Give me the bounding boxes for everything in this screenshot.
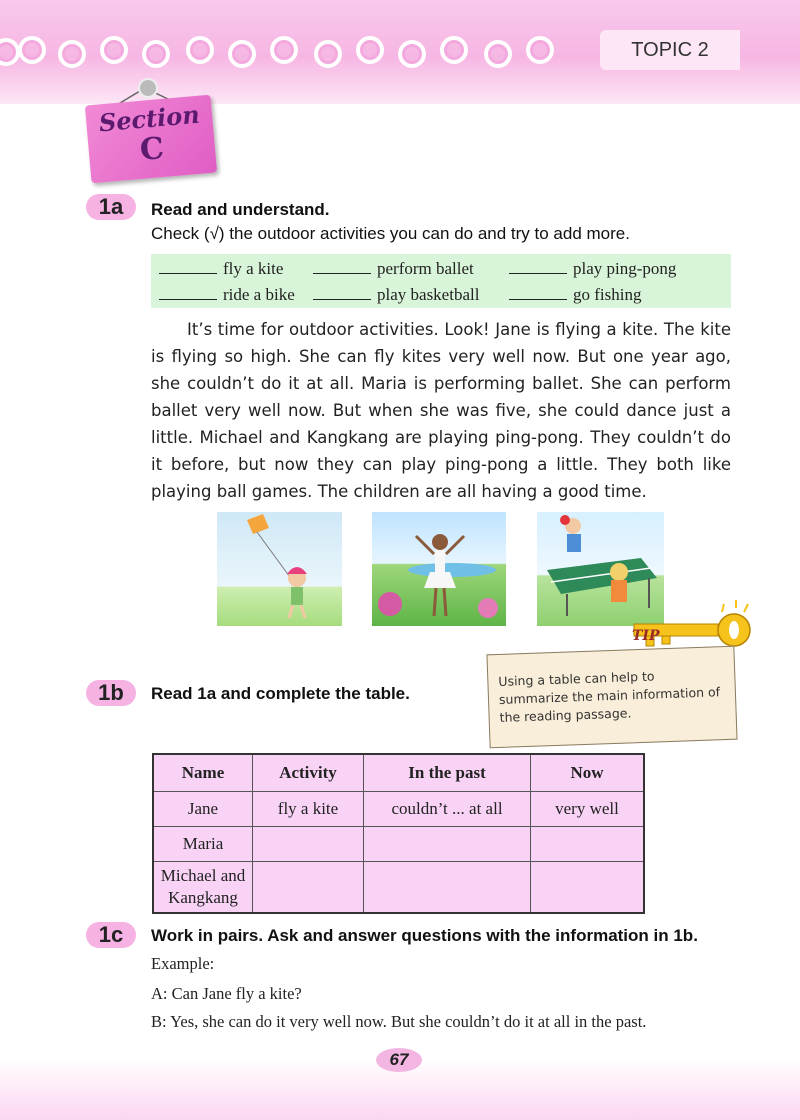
table-row (153, 792, 644, 827)
tip-text: Using a table can help to summarize the main information of the reading passage. (498, 668, 721, 725)
example-label: Example: (151, 954, 215, 973)
dialogue-line: A: Can Jane fly a kite? (151, 984, 302, 1003)
option-item[interactable]: fly a kite (159, 259, 283, 279)
table-cell-input[interactable] (364, 862, 531, 914)
page-number: 67 (376, 1048, 422, 1072)
table-cell: couldn’t ... at all (364, 792, 531, 827)
option-item[interactable]: ride a bike (159, 285, 295, 305)
exercise-1a-instruction: Check (√) the outdoor activities you can do and try to add more. (151, 224, 630, 243)
table-cell-input[interactable] (253, 862, 364, 914)
table-header-cell: Name (153, 754, 253, 792)
table-header-cell: In the past (364, 754, 531, 792)
exercise-1a-title: Read and understand. (151, 200, 330, 219)
tip-label: TIP (632, 628, 660, 644)
dialogue-line: B: Yes, she can do it very well now. But she couldn’t do it at all in the past. (151, 1012, 647, 1031)
table-row (153, 862, 644, 914)
table-cell-input[interactable] (253, 827, 364, 862)
table-header-cell: Activity (253, 754, 364, 792)
table-cell: fly a kite (253, 792, 364, 827)
section-word: Section (97, 99, 201, 138)
section-sign (85, 95, 217, 184)
reading-passage: It’s time for outdoor activities. Look! Jane is flying a kite. The kite is flying so high. She can fly kites very well now. But one year ago, she couldn’t do it at all. Maria is performing ballet. She can perform ballet very well now. But when she was five, she could dance just a little. Michael and Kangkang are playing ping-pong. They couldn’t do it before, but now they can play ping-pong a little. They both like playing ball games. The children are all having a good time. (151, 320, 731, 501)
exercise-1b-title: Read 1a and complete the table. (151, 684, 410, 703)
table-cell: Michael and Kangkang (153, 862, 253, 914)
option-item[interactable]: perform ballet (313, 259, 474, 279)
table-cell: very well (531, 792, 645, 827)
tip-card (486, 646, 737, 749)
table-cell: Jane (153, 792, 253, 827)
exercise-badge-1b: 1b (86, 680, 136, 706)
ballet-girl-illustration (372, 512, 506, 626)
topic-label: TOPIC 2 (600, 30, 740, 70)
table-cell: Maria (153, 827, 253, 862)
activity-options (151, 254, 731, 308)
option-item[interactable]: play basketball (313, 285, 479, 305)
option-item[interactable]: play ping-pong (509, 259, 676, 279)
kite-girl-illustration (217, 512, 342, 626)
exercise-badge-1c: 1c (86, 922, 136, 948)
table-row (153, 827, 644, 862)
table-header-cell: Now (531, 754, 645, 792)
pin-icon (138, 78, 158, 98)
option-item[interactable]: go fishing (509, 285, 641, 305)
exercise-badge-1a: 1a (86, 194, 136, 220)
table-cell-input[interactable] (531, 827, 645, 862)
table-cell-input[interactable] (531, 862, 645, 914)
summary-table (152, 753, 645, 914)
section-letter: C (138, 130, 166, 168)
table-cell-input[interactable] (364, 827, 531, 862)
table-header-row (153, 754, 644, 792)
exercise-1c-title: Work in pairs. Ask and answer questions with the information in 1b. (151, 926, 698, 945)
